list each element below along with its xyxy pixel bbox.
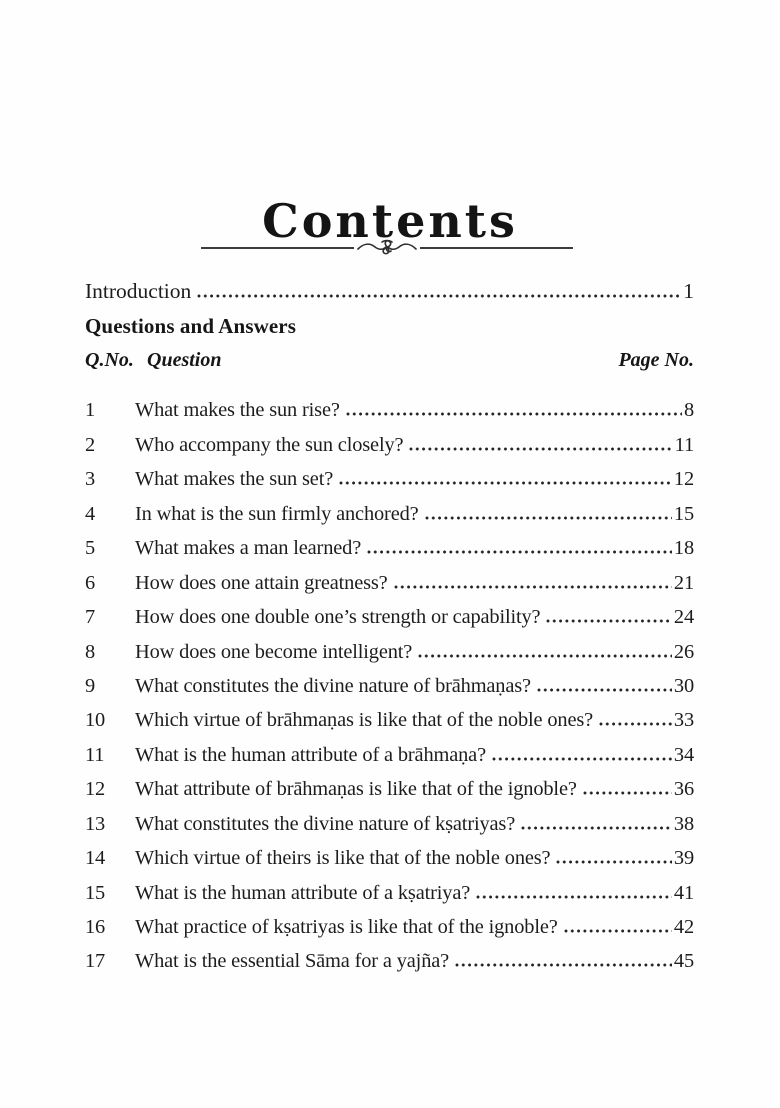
page-number: 45 bbox=[673, 950, 694, 973]
dot-leader bbox=[492, 757, 672, 761]
dot-leader bbox=[346, 412, 682, 416]
dot-leader bbox=[425, 516, 672, 520]
page-number: 15 bbox=[673, 502, 694, 525]
entry-number: 3 bbox=[85, 468, 96, 491]
entry-number: 10 bbox=[85, 709, 106, 732]
entry-question: What makes a man learned? bbox=[135, 537, 362, 560]
toc-entry bbox=[85, 801, 694, 835]
divider-rule-left bbox=[201, 247, 354, 249]
page-number: 26 bbox=[673, 640, 694, 663]
toc-entry bbox=[85, 698, 694, 732]
entry-question: How does one become intelligent? bbox=[135, 640, 413, 663]
toc-entry bbox=[85, 457, 694, 491]
page-number: 33 bbox=[673, 709, 694, 732]
introduction-label: Introduction bbox=[85, 279, 192, 303]
dot-leader bbox=[546, 619, 671, 623]
toc-entry bbox=[85, 526, 694, 560]
entry-question: Which virtue of brāhmaṇas is like that of the noble ones? bbox=[135, 709, 594, 732]
page-number: 38 bbox=[673, 812, 694, 835]
title-divider bbox=[201, 236, 573, 260]
toc-entry bbox=[85, 560, 694, 594]
page-number: 1 bbox=[683, 279, 694, 303]
entry-number: 13 bbox=[85, 812, 106, 835]
toc-entry bbox=[85, 870, 694, 904]
page-number: 42 bbox=[673, 916, 694, 938]
entry-question: What constitutes the divine nature of brāhmaṇas? bbox=[135, 674, 531, 697]
entry-number: 16 bbox=[85, 916, 106, 938]
column-page-no: Page No. bbox=[618, 349, 694, 371]
toc-entry bbox=[85, 595, 694, 629]
toc-entry bbox=[85, 491, 694, 525]
page-number: 36 bbox=[673, 778, 694, 801]
entry-number: 6 bbox=[85, 571, 96, 594]
entry-question: How does one double one’s strength or capability? bbox=[135, 606, 541, 629]
entry-number: 1 bbox=[85, 399, 96, 422]
entry-question: Who accompany the sun closely? bbox=[135, 433, 404, 456]
dot-leader bbox=[367, 550, 672, 554]
entry-number: 17 bbox=[85, 950, 106, 973]
dot-leader bbox=[339, 481, 672, 485]
dot-leader bbox=[521, 826, 672, 830]
column-question: Question bbox=[147, 349, 222, 371]
column-header-left bbox=[85, 349, 221, 372]
dot-leader bbox=[197, 294, 681, 298]
entry-number: 4 bbox=[85, 502, 96, 525]
page-number: 8 bbox=[683, 399, 694, 422]
entry-question: What makes the sun set? bbox=[135, 468, 334, 491]
toc-entry-introduction bbox=[85, 279, 694, 304]
entry-question: What makes the sun rise? bbox=[135, 399, 340, 422]
page-title: Contents bbox=[262, 193, 518, 248]
entry-number: 5 bbox=[85, 537, 96, 560]
toc-entry bbox=[85, 939, 694, 973]
toc-entry bbox=[85, 664, 694, 698]
toc-entries bbox=[85, 388, 694, 973]
entry-number: 11 bbox=[85, 743, 105, 766]
entry-question: How does one attain greatness? bbox=[135, 571, 388, 594]
entry-number: 7 bbox=[85, 606, 96, 629]
entry-question: What constitutes the divine nature of kṣatriyas? bbox=[135, 812, 516, 835]
page-number: 11 bbox=[674, 433, 694, 456]
dot-leader bbox=[599, 722, 672, 726]
dot-leader bbox=[556, 860, 671, 864]
toc-entry bbox=[85, 422, 694, 456]
entry-number: 9 bbox=[85, 674, 96, 697]
dot-leader bbox=[537, 688, 672, 692]
entry-number: 14 bbox=[85, 847, 106, 870]
entry-question: Which virtue of theirs is like that of the noble ones? bbox=[135, 847, 551, 870]
page-number: 41 bbox=[673, 881, 694, 904]
toc-entry bbox=[85, 767, 694, 801]
toc-entry bbox=[85, 905, 694, 939]
toc-entry bbox=[85, 388, 694, 422]
divider-ornament bbox=[356, 236, 418, 260]
toc-entry bbox=[85, 629, 694, 663]
section-heading: Questions and Answers bbox=[85, 314, 296, 338]
dot-leader bbox=[418, 654, 672, 658]
entry-question: What is the human attribute of a kṣatriya? bbox=[135, 881, 471, 904]
entry-number: 2 bbox=[85, 433, 96, 456]
entry-question: What is the human attribute of a brāhmaṇa? bbox=[135, 743, 486, 766]
entry-question: What practice of kṣatriyas is like that of the ignoble? bbox=[135, 916, 558, 938]
dot-leader bbox=[583, 791, 672, 795]
entry-number: 8 bbox=[85, 640, 96, 663]
page-number: 18 bbox=[673, 537, 694, 560]
entry-number: 15 bbox=[85, 881, 106, 904]
column-header bbox=[85, 349, 694, 372]
page-number: 34 bbox=[673, 743, 694, 766]
page-number: 24 bbox=[673, 606, 694, 629]
entry-question: What attribute of brāhmaṇas is like that of the ignoble? bbox=[135, 778, 577, 801]
page-number: 21 bbox=[673, 571, 694, 594]
toc-entry bbox=[85, 732, 694, 766]
dot-leader bbox=[394, 585, 672, 589]
divider-rule-right bbox=[420, 247, 573, 249]
entry-number: 12 bbox=[85, 778, 106, 801]
dot-leader bbox=[409, 447, 672, 451]
column-qno: Q.No. bbox=[85, 349, 134, 371]
dot-leader bbox=[564, 929, 672, 933]
dot-leader bbox=[476, 895, 672, 899]
entry-question: In what is the sun firmly anchored? bbox=[135, 502, 419, 525]
entry-question: What is the essential Sāma for a yajña? bbox=[135, 950, 450, 973]
dot-leader bbox=[455, 963, 672, 967]
page-number: 12 bbox=[673, 468, 694, 491]
toc-entry bbox=[85, 836, 694, 870]
page-number: 30 bbox=[673, 674, 694, 697]
page-number: 39 bbox=[673, 847, 694, 870]
